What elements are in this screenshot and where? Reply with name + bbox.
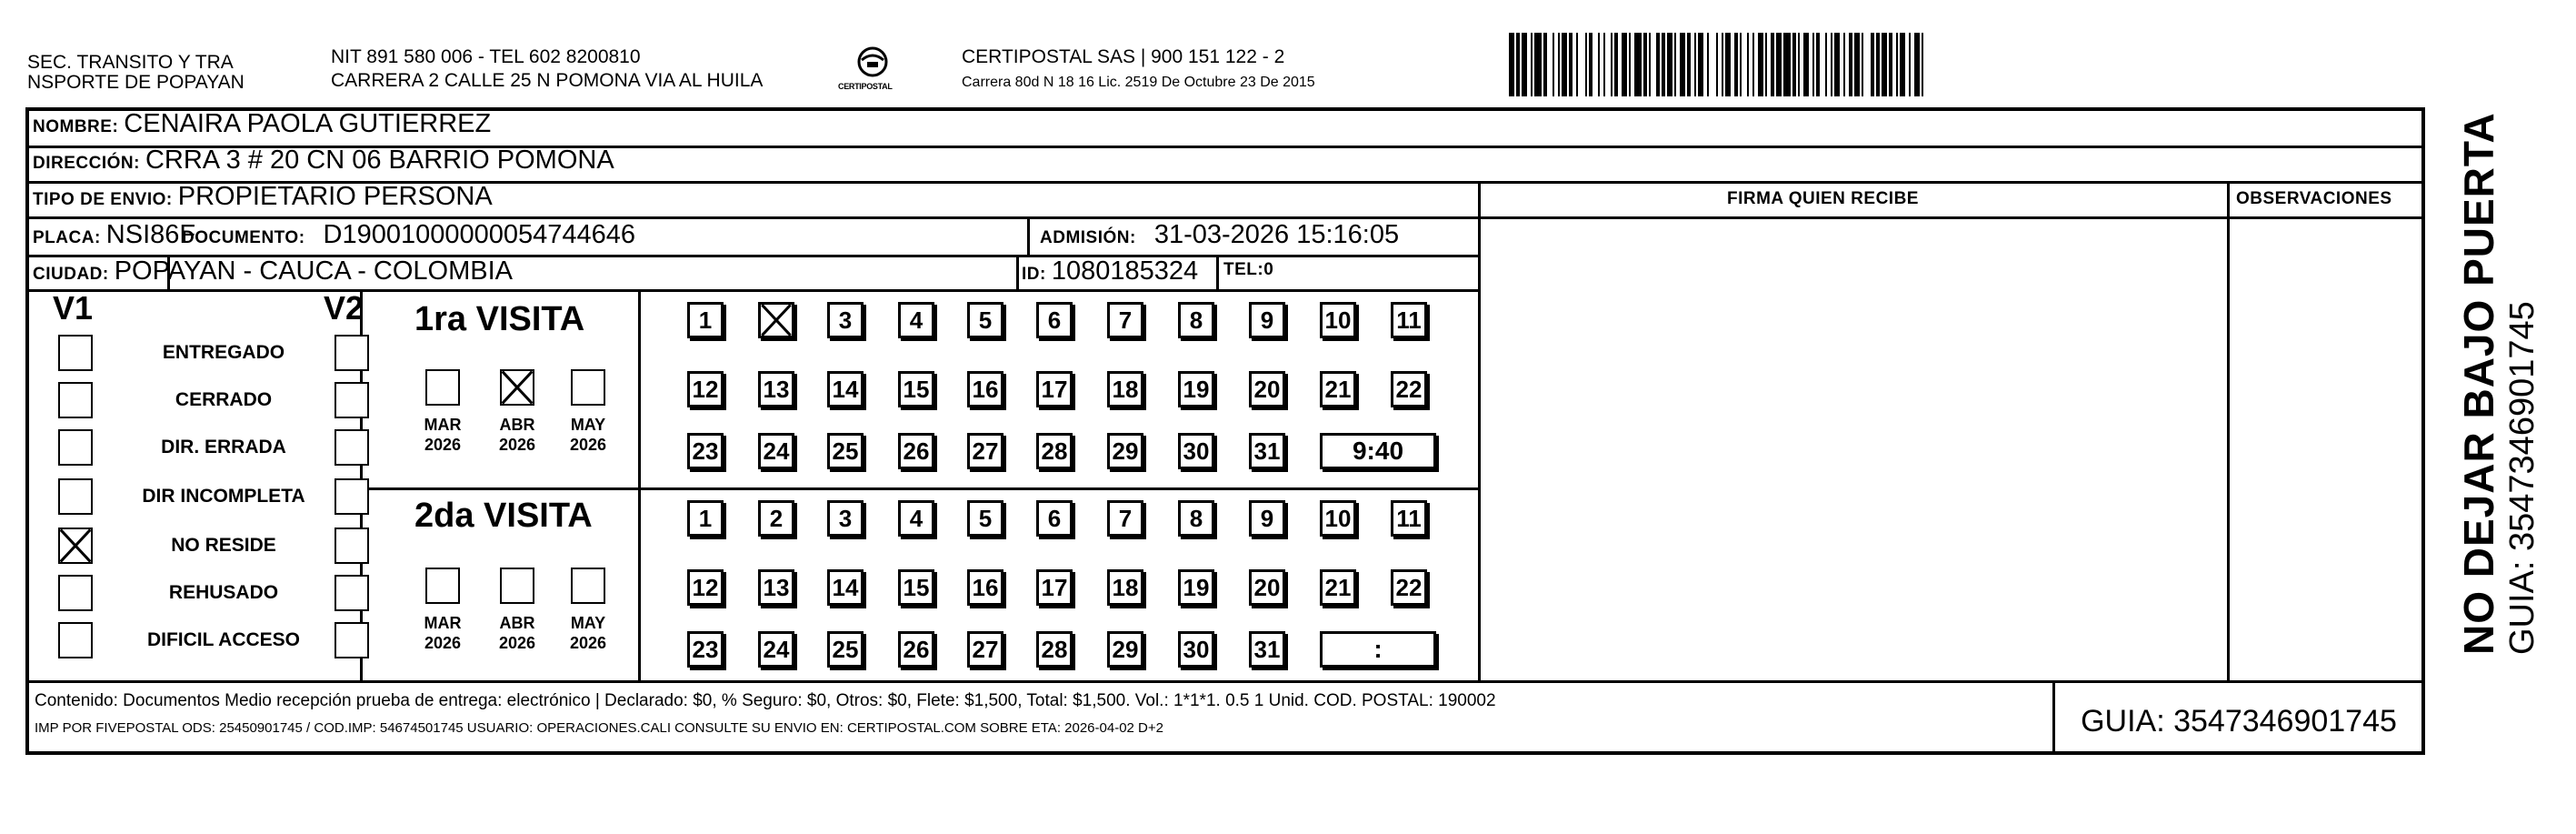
visit1-day-box[interactable]: 1 (687, 302, 724, 338)
placa-value: NSI86F (105, 220, 196, 249)
visit1-month-caption (415, 415, 470, 455)
id-label: ID: (1022, 265, 1046, 284)
visit2-day-box[interactable]: 29 (1107, 631, 1143, 668)
year-label: 2026 (569, 634, 607, 652)
footer-divider (27, 680, 2423, 683)
visit2-day-box[interactable]: 6 (1036, 500, 1073, 537)
visit1-day-box[interactable]: 25 (827, 433, 864, 469)
tel-field (1223, 260, 1279, 280)
tel-value: 0 (1263, 260, 1274, 279)
v1-checkbox[interactable] (58, 382, 93, 418)
visit2-day-box[interactable]: 16 (967, 569, 1003, 606)
nit-line: NIT 891 580 006 - TEL 602 8200810 (331, 46, 641, 67)
visit2-day-box[interactable]: 19 (1178, 569, 1214, 606)
sender-line-1: SEC. TRANSITO Y TRA (27, 52, 234, 73)
visit1-day-box[interactable]: 8 (1178, 302, 1214, 338)
visit2-day-box[interactable]: 7 (1107, 500, 1143, 537)
sender-line-2: NSPORTE DE POPAYAN (27, 72, 245, 93)
visit1-day-box[interactable]: 6 (1036, 302, 1073, 338)
month-label: MAR (424, 416, 462, 434)
nombre-row (33, 109, 491, 139)
month-label: MAY (570, 416, 606, 434)
visit2-month-checkbox[interactable] (500, 568, 534, 604)
v1-checkbox[interactable] (58, 528, 93, 564)
visit2-day-box[interactable]: 5 (967, 500, 1003, 537)
visit2-day-box[interactable]: 12 (687, 569, 724, 606)
visit2-day-box[interactable]: 21 (1320, 569, 1356, 606)
row-divider (1479, 216, 2424, 219)
month-label: MAY (570, 614, 606, 632)
v1-checkbox[interactable] (58, 575, 93, 611)
v2-checkbox[interactable] (334, 335, 369, 371)
visit1-day-box[interactable]: 5 (967, 302, 1003, 338)
company-subline: Carrera 80d N 18 16 Lic. 2519 De Octubre 23 De 2015 (962, 75, 1315, 90)
visit2-day-box[interactable]: 20 (1249, 569, 1285, 606)
visit1-day-box[interactable]: 31 (1249, 433, 1285, 469)
visit2-day-box[interactable]: 27 (967, 631, 1003, 668)
visit1-day-box[interactable]: 27 (967, 433, 1003, 469)
visit1-day-box[interactable]: 22 (1391, 371, 1427, 407)
logo-caption: CERTIPOSTAL (838, 82, 893, 91)
visit2-day-box[interactable]: 2 (758, 500, 794, 537)
direccion-value: CRRA 3 # 20 CN 06 BARRIO POMONA (145, 146, 614, 175)
year-label: 2026 (569, 436, 607, 454)
placa-field (33, 220, 195, 250)
visit1-day-box[interactable]: 9 (1249, 302, 1285, 338)
visit1-day-box[interactable]: 30 (1178, 433, 1214, 469)
visit2-day-box[interactable]: 10 (1320, 500, 1356, 537)
visit1-day-box[interactable]: 17 (1036, 371, 1073, 407)
v1-checkbox[interactable] (58, 429, 93, 466)
visit2-day-box[interactable]: 31 (1249, 631, 1285, 668)
status-option-label: REHUSADO (168, 582, 279, 603)
month-label: ABR (499, 614, 535, 632)
visit1-month-checkbox[interactable] (571, 369, 605, 406)
visit-divider (360, 487, 1480, 490)
visit2-day-box[interactable]: 23 (687, 631, 724, 668)
visit2-month-caption (415, 613, 470, 653)
side-guia: GUIA: 3547346901745 (2503, 301, 2541, 655)
v2-checkbox[interactable] (334, 429, 369, 466)
barcode-bar (1578, 33, 1585, 96)
visit1-day-box[interactable]: 21 (1320, 371, 1356, 407)
company-line: CERTIPOSTAL SAS | 900 151 122 - 2 (962, 46, 1285, 67)
row-divider (27, 216, 1482, 219)
row-divider (27, 289, 1480, 292)
visit2-day-box[interactable]: 1 (687, 500, 724, 537)
visit1-day-box[interactable]: 3 (827, 302, 864, 338)
visit2-day-box[interactable]: 9 (1249, 500, 1285, 537)
visit1-month-checkbox[interactable] (425, 369, 460, 406)
visit2-day-box[interactable]: 26 (898, 631, 934, 668)
v2-checkbox[interactable] (334, 528, 369, 564)
visit2-time-box[interactable]: : (1320, 631, 1436, 668)
visit2-day-box[interactable]: 18 (1107, 569, 1143, 606)
year-label: 2026 (498, 634, 536, 652)
v2-checkbox[interactable] (334, 382, 369, 418)
visit2-day-box[interactable]: 15 (898, 569, 934, 606)
visit1-day-box[interactable]: 7 (1107, 302, 1143, 338)
visit1-day-box[interactable]: 16 (967, 371, 1003, 407)
visit2-day-box[interactable]: 22 (1391, 569, 1427, 606)
col-divider (1016, 255, 1019, 291)
v2-checkbox[interactable] (334, 478, 369, 515)
visit1-day-box[interactable]: 26 (898, 433, 934, 469)
ciudad-label: CIUDAD: (33, 265, 109, 284)
col-divider (1216, 255, 1219, 291)
visit1-day-box[interactable]: 13 (758, 371, 794, 407)
col-divider (638, 289, 641, 682)
visit1-day-box[interactable]: 11 (1391, 302, 1427, 338)
month-label: MAR (424, 614, 462, 632)
visit1-title: 1ra VISITA (414, 300, 585, 338)
visit2-month-checkbox[interactable] (571, 568, 605, 604)
visit2-day-box[interactable]: 8 (1178, 500, 1214, 537)
visit2-day-box[interactable]: 3 (827, 500, 864, 537)
ciudad-value: POPAYAN - CAUCA - COLOMBIA (114, 256, 514, 286)
visit1-day-box[interactable]: 20 (1249, 371, 1285, 407)
v1-checkbox[interactable] (58, 335, 93, 371)
side-text (2454, 112, 2542, 655)
visit2-day-box[interactable]: 28 (1036, 631, 1073, 668)
barcode-bar (1709, 33, 1716, 96)
barcode-bar (1863, 33, 1871, 96)
visit1-day-box[interactable]: 18 (1107, 371, 1143, 407)
status-option-label: ENTREGADO (162, 342, 285, 363)
admision-value: 31-03-2026 15:16:05 (1153, 220, 1400, 249)
status-option-label: DIR. ERRADA (161, 437, 286, 457)
month-label: ABR (499, 416, 535, 434)
firma-label: FIRMA QUIEN RECIBE (1727, 189, 1919, 208)
admision-field (1040, 220, 1399, 250)
visit1-time-box[interactable]: 9:40 (1320, 433, 1436, 469)
placa-label: PLACA: (33, 228, 101, 247)
visit2-day-box[interactable]: 14 (827, 569, 864, 606)
barcode-bar (1634, 33, 1642, 96)
documento-label: DOCUMENTO: (182, 228, 305, 247)
visit1-day-box[interactable]: 19 (1178, 371, 1214, 407)
status-option-label: CERRADO (175, 389, 273, 410)
visit2-title: 2da VISITA (414, 497, 593, 535)
v2-checkbox[interactable] (334, 622, 369, 658)
visit2-day-box[interactable]: 24 (758, 631, 794, 668)
visit2-day-box[interactable]: 13 (758, 569, 794, 606)
col-divider (1478, 181, 1481, 682)
ciudad-field (33, 256, 513, 286)
visit2-month-caption (490, 613, 544, 653)
admision-label: ADMISIÓN: (1040, 228, 1136, 247)
year-label: 2026 (424, 634, 462, 652)
visit2-day-box[interactable]: 25 (827, 631, 864, 668)
visit1-day-box[interactable]: 14 (827, 371, 864, 407)
v1-checkbox[interactable] (58, 478, 93, 515)
visit1-month-caption (561, 415, 615, 455)
id-value: 1080185324 (1051, 256, 1199, 286)
tipo-label: TIPO DE ENVIO: (33, 190, 173, 209)
visit1-day-box[interactable]: 28 (1036, 433, 1073, 469)
address-line: CARRERA 2 CALLE 25 N POMONA VIA AL HUILA (331, 70, 764, 91)
year-label: 2026 (424, 436, 462, 454)
visit1-day-box[interactable] (758, 302, 794, 338)
status-option-label: DIR INCOMPLETA (142, 486, 305, 507)
v1-heading: V1 (53, 289, 94, 327)
observaciones-label: OBSERVACIONES (2236, 189, 2392, 208)
visit2-day-box[interactable]: 17 (1036, 569, 1073, 606)
footer-contents: Contenido: Documentos Medio recepción prueba de entrega: electrónico | Declarado: $0, % Seguro: $0, Otros: $0, Flete: $1,500, Total: $1,500. Vol.: 1*1*1. 0.5 1 Unid. COD. POSTAL: 190002 (35, 691, 1496, 710)
v2-heading: V2 (324, 289, 364, 327)
visit1-day-box[interactable]: 15 (898, 371, 934, 407)
side-warning: NO DEJAR BAJO PUERTA (2455, 112, 2502, 655)
visit2-day-box[interactable]: 11 (1391, 500, 1427, 537)
id-field (1022, 256, 1198, 286)
visit1-day-box[interactable]: 10 (1320, 302, 1356, 338)
v1-checkbox[interactable] (58, 622, 93, 658)
documento-field (182, 220, 635, 250)
col-divider (2052, 680, 2055, 753)
visit2-day-box[interactable]: 4 (898, 500, 934, 537)
visit1-day-box[interactable]: 29 (1107, 433, 1143, 469)
visit2-month-caption (561, 613, 615, 653)
col-divider (2227, 181, 2230, 682)
v2-checkbox[interactable] (334, 575, 369, 611)
status-option-label: NO RESIDE (171, 535, 276, 556)
visit1-day-box[interactable]: 23 (687, 433, 724, 469)
visit1-day-box[interactable]: 24 (758, 433, 794, 469)
tracking-barcode (1509, 33, 2227, 96)
tipo-value: PROPIETARIO PERSONA (177, 182, 493, 211)
status-option-label: DIFICIL ACCESO (146, 629, 300, 650)
barcode-bar (1783, 33, 1791, 96)
year-label: 2026 (498, 436, 536, 454)
nombre-label: NOMBRE: (33, 117, 119, 136)
visit1-month-caption (490, 415, 544, 455)
visit2-month-checkbox[interactable] (425, 568, 460, 604)
direccion-label: DIRECCIÓN: (33, 154, 140, 173)
barcode-bar (1923, 33, 1927, 96)
visit1-day-box[interactable]: 12 (687, 371, 724, 407)
col-divider (1027, 216, 1030, 255)
barcode-bar (1534, 33, 1542, 96)
visit1-day-box[interactable]: 4 (898, 302, 934, 338)
direccion-row (33, 146, 614, 176)
guia-number: GUIA: 3547346901745 (2081, 703, 2397, 739)
tipo-row (33, 182, 493, 212)
visit2-day-box[interactable]: 30 (1178, 631, 1214, 668)
nombre-value: CENAIRA PAOLA GUTIERREZ (124, 109, 492, 138)
visit1-month-checkbox[interactable] (500, 369, 534, 406)
footer-print-info: IMP POR FIVEPOSTAL ODS: 25450901745 / COD.IMP: 54674501745 USUARIO: OPERACIONES.CALI CONSULTE SU ENVIO EN: CERTIPOSTAL.COM SOBRE ETA: 2026-04-02 D+2 (35, 720, 1163, 736)
tel-label: TEL: (1223, 260, 1264, 279)
documento-value: D19001000000054744646 (323, 220, 636, 249)
